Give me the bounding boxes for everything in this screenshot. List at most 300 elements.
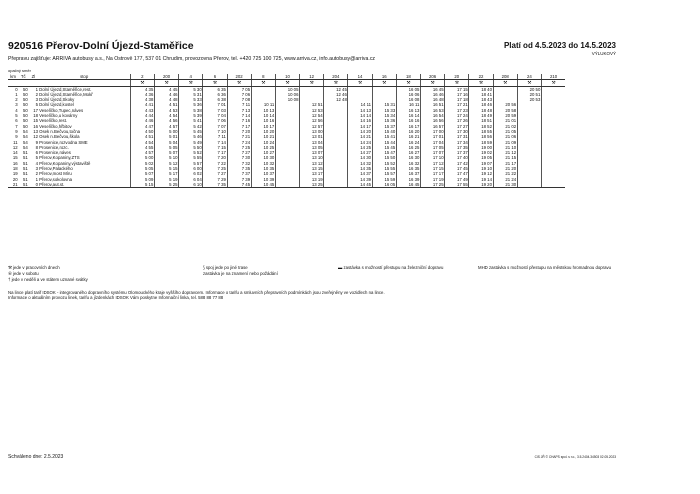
stop-meta: 18	[12, 166, 18, 172]
column-header: ⚒	[445, 80, 469, 86]
departure-time: 15 33	[372, 108, 396, 113]
departure-time: 7 14	[203, 140, 227, 145]
departure-time: 15 36	[372, 118, 396, 123]
departure-time: 14 39	[348, 177, 372, 182]
departure-time: 16 56	[421, 118, 445, 123]
departure-time: 16 45	[396, 182, 420, 188]
stop-name: Dolní Újezd,kostel	[39, 102, 74, 108]
column-header: 18	[396, 74, 420, 80]
stop-meta: 54	[23, 139, 28, 145]
departure-time: 17 31	[445, 134, 469, 139]
departure-time: 7 17	[227, 124, 251, 129]
notes	[8, 290, 608, 300]
column-header: 22	[469, 74, 493, 80]
departure-time: 16 35	[396, 166, 420, 171]
legend-item-sunday: † jede v neděli a ve státem uznané svátky	[8, 277, 88, 282]
departure-time: 14 16	[348, 118, 372, 123]
departure-time: 19 07	[469, 161, 493, 166]
departure-time: 20 51	[517, 92, 541, 97]
departure-time: 5 07	[154, 150, 178, 155]
departure-time: 5 52	[179, 150, 203, 155]
departure-time: 10 39	[251, 177, 275, 182]
departure-time: 15 41	[372, 134, 396, 139]
departure-time: 16 24	[396, 140, 420, 145]
departure-time: 10 16	[251, 118, 275, 123]
column-header: 210	[541, 74, 565, 80]
column-header: 4	[179, 74, 203, 80]
departure-time: 4 51	[130, 134, 154, 139]
column-header: ⚒	[517, 80, 541, 86]
departure-time: 10 14	[251, 113, 275, 118]
departure-time: 4 57	[154, 124, 178, 129]
departure-time: 7 13	[227, 108, 251, 113]
departure-time: 17 04	[421, 140, 445, 145]
departure-time: 19 00	[469, 145, 493, 150]
departure-time: 10 11	[251, 102, 275, 107]
stop-meta: 14	[12, 150, 18, 156]
column-header: ⚒	[203, 80, 227, 86]
departure-time: 16 46	[421, 92, 445, 97]
departure-time: 19 10	[469, 166, 493, 171]
departure-time: 21 06	[493, 134, 517, 139]
departure-time: 17 26	[445, 118, 469, 123]
departure-time: 5 49	[179, 140, 203, 145]
departure-time: 7 20	[227, 129, 251, 134]
departure-time: 7 21	[227, 134, 251, 139]
departure-time: 7 05	[227, 86, 251, 92]
note-tariff: Na lince platí tarif IDSOK - integrovaného dopravního systému Olomouckého kraje vyššího dopravcem. Informace o tarifu a smluvních přepravních podmínkách jsou zveřejněny ve vozidlech na lince.	[8, 290, 385, 295]
departure-time: 21 01	[493, 118, 517, 123]
departure-time: 16 16	[396, 118, 420, 123]
departure-time: 19 12	[469, 171, 493, 176]
stop-meta: 4	[35, 160, 38, 166]
stop-meta: 50	[23, 97, 28, 103]
departure-time: 17 40	[445, 155, 469, 160]
departure-time: 17 17	[421, 171, 445, 176]
departure-time: 17 25	[421, 182, 445, 188]
departure-time: 16 32	[396, 161, 420, 166]
stop-name: Prosenice,rozvodna SME	[39, 139, 88, 145]
departure-time: 10 21	[251, 134, 275, 139]
departure-time: 5 33	[179, 97, 203, 102]
departure-time: 6 02	[179, 171, 203, 176]
departure-time: 17 01	[421, 134, 445, 139]
departure-time: 4 36	[130, 92, 154, 97]
departure-time: 19 05	[469, 155, 493, 160]
stop-meta: 50	[23, 86, 28, 92]
departure-time: 13 17	[300, 171, 324, 176]
stop-meta: 11	[13, 139, 18, 145]
departure-time: 14 20	[348, 129, 372, 134]
column-header: 10	[275, 74, 299, 80]
stop-meta: 54	[23, 134, 28, 140]
column-header: ⚒	[396, 80, 420, 86]
stop-meta: 1	[35, 86, 38, 92]
departure-time: 7 10	[203, 129, 227, 134]
column-header: ⚒	[348, 80, 372, 86]
departure-time: 21 24	[493, 177, 517, 182]
column-header: 2	[130, 74, 154, 80]
departure-time: 10 25	[251, 145, 275, 150]
departure-time: 7 24	[227, 140, 251, 145]
departure-time: 16 30	[396, 155, 420, 160]
departure-time: 16 37	[396, 171, 420, 176]
departure-time: 16 14	[396, 113, 420, 118]
stop-meta: 15	[33, 118, 38, 124]
stop-meta: 13	[33, 128, 38, 134]
column-header: 14	[348, 74, 372, 80]
departure-time: 4 50	[130, 129, 154, 134]
stop-meta: 12	[12, 144, 18, 150]
departure-time: 7 16	[227, 118, 251, 123]
stop-meta: 51	[18, 182, 28, 188]
departure-time	[275, 182, 299, 188]
departure-time: 17 35	[445, 145, 469, 150]
column-header: 200	[154, 74, 178, 80]
stop-meta: 5	[35, 102, 38, 108]
departure-time: 13 05	[300, 145, 324, 150]
departure-time: 21 05	[493, 129, 517, 134]
departure-time: 5 30	[179, 86, 203, 92]
stop-name: Veselíčko,hřbitov	[39, 123, 72, 129]
departure-time: 5 07	[130, 171, 154, 176]
departure-time: 15 45	[372, 145, 396, 150]
column-header: 8	[251, 74, 275, 80]
departure-time: 19 20	[469, 182, 493, 188]
departure-time: 6 35	[203, 86, 227, 92]
departure-time: 14 30	[348, 155, 372, 160]
departure-time: 5 00	[130, 155, 154, 160]
departure-time: 18 49	[469, 113, 493, 118]
departure-time: 12 57	[300, 124, 324, 129]
departure-time: 7 06	[203, 118, 227, 123]
stop-meta: 9	[15, 134, 18, 140]
departure-time: 4 54	[130, 140, 154, 145]
departure-time: 5 05	[130, 166, 154, 171]
departure-time: 15 55	[372, 166, 396, 171]
table-row	[8, 182, 565, 188]
departure-time: 17 47	[445, 171, 469, 176]
departure-time: 20 58	[493, 108, 517, 113]
departure-time: 5 41	[179, 118, 203, 123]
departure-time: 5 05	[154, 145, 178, 150]
stop-meta: 51	[23, 155, 28, 161]
departure-time: 15 37	[372, 124, 396, 129]
departure-time: 4 57	[130, 150, 154, 155]
departure-time: 10 05	[275, 86, 299, 92]
departure-time: 17 15	[445, 86, 469, 92]
departure-time: 16 39	[396, 177, 420, 182]
stop-meta: 19	[12, 171, 18, 177]
departure-time: 17 19	[421, 177, 445, 182]
column-header: ⚒	[493, 80, 517, 86]
stop-meta: 4	[15, 107, 18, 113]
departure-time: 13 00	[300, 129, 324, 134]
stop-name: Veselíčko,rest.	[39, 118, 68, 124]
stop-name: Prosenice,náves	[39, 150, 71, 156]
departure-time: 17 45	[445, 166, 469, 171]
departure-time: 17 16	[445, 92, 469, 97]
departure-time: 12 45	[324, 86, 348, 92]
departure-time: 6 36	[203, 92, 227, 97]
column-header: ⚒	[469, 80, 493, 86]
departure-time: 19 02	[469, 150, 493, 155]
stop-meta: 51	[23, 176, 28, 182]
departure-time: 12 54	[300, 113, 324, 118]
departure-time: 17 15	[421, 166, 445, 171]
departure-time: 14 45	[348, 182, 372, 188]
departure-time: 14 13	[348, 108, 372, 113]
departure-time: 21 15	[493, 155, 517, 160]
departure-time: 5 12	[154, 161, 178, 166]
departure-time: 21 02	[493, 124, 517, 129]
operator-line: Přepravu zajišťuje: ARRIVA autobusy a.s., Na Ostrově 177, 537 01 Chrudim, provozovna Přerov, tel. +420 725 100 725, www.arriva.cz, info.autobusy@arriva.cz	[8, 56, 376, 62]
stop-meta: 2	[15, 97, 18, 103]
departure-time: 14 27	[348, 150, 372, 155]
column-header: ⚒	[300, 80, 324, 86]
departure-time: 4 38	[130, 97, 154, 102]
departure-time: 5 45	[179, 129, 203, 134]
stop-meta: 50	[23, 123, 28, 129]
column-header: ⚒	[130, 80, 154, 86]
departure-time: 7 32	[227, 161, 251, 166]
departure-time: 14 25	[348, 145, 372, 150]
stop-name: Osek n.Bečvou,točna	[39, 128, 80, 134]
departure-time: 7 25	[227, 145, 251, 150]
departure-time: 10 17	[251, 124, 275, 129]
column-header: 204	[324, 74, 348, 80]
stop-meta: 3	[35, 97, 38, 103]
departure-time: 7 07	[203, 124, 227, 129]
validity-label: Platí od 4.5.2023 do 14.5.2023	[503, 41, 616, 50]
departure-time: 15 52	[372, 161, 396, 166]
departure-time	[517, 182, 541, 188]
stop-meta: 2	[35, 91, 38, 97]
departure-time: 16 53	[421, 108, 445, 113]
departure-time: 17 00	[421, 129, 445, 134]
departure-time: 18 43	[469, 97, 493, 102]
stop-meta: 51	[23, 166, 28, 172]
departure-time: 21 10	[493, 145, 517, 150]
stop-meta: 16	[12, 160, 18, 166]
stop-meta: 0	[15, 86, 18, 92]
departure-time: 5 04	[154, 140, 178, 145]
departure-time: 15 59	[372, 177, 396, 182]
departure-time: 16 11	[396, 102, 420, 107]
stop-meta: 16	[33, 123, 38, 129]
departure-time: 10 32	[251, 161, 275, 166]
departure-time: 10 30	[251, 155, 275, 160]
departure-time: 21 20	[493, 166, 517, 171]
departure-time: 20 56	[493, 102, 517, 107]
departure-time: 13 04	[300, 140, 324, 145]
stop-meta: 54	[23, 128, 28, 134]
departure-time: 6 00	[179, 166, 203, 171]
departure-time: 7 04	[203, 113, 227, 118]
stop-name: Přerov,Palackého	[39, 166, 73, 172]
departure-time: 4 54	[154, 113, 178, 118]
departure-time: 18 48	[469, 108, 493, 113]
departure-time: 21 09	[493, 140, 517, 145]
departure-time: 18 46	[469, 102, 493, 107]
departure-time: 15 40	[372, 129, 396, 134]
stop-meta: 15	[12, 155, 18, 161]
legend-item-rail-transfer: ▬ zastávka s možností přestupu na železniční dopravu	[338, 265, 444, 270]
departure-time: 12 46	[324, 92, 348, 97]
column-header: Zl	[28, 74, 38, 80]
departure-time: 7 35	[203, 182, 227, 188]
departure-time: 16 08	[396, 97, 420, 102]
departure-time: 16 48	[421, 97, 445, 102]
departure-time: 12 51	[300, 102, 324, 107]
departure-time: 12 56	[300, 118, 324, 123]
stop-name: Přerov,sokolovna	[39, 176, 73, 182]
departure-time: 17 10	[421, 155, 445, 160]
stop-meta: 17	[33, 107, 38, 113]
column-header: ⚒	[324, 80, 348, 86]
departure-time: 17 27	[445, 124, 469, 129]
stop-meta: 51	[23, 150, 28, 156]
departure-time: 17 24	[445, 113, 469, 118]
stop-meta: 8	[35, 144, 38, 150]
departure-time: 5 15	[130, 182, 154, 188]
column-header: 202	[227, 74, 251, 80]
departure-time: 5 38	[179, 108, 203, 113]
stop-meta: 54	[23, 144, 28, 150]
departure-time: 21 22	[493, 171, 517, 176]
departure-time: 5 57	[179, 161, 203, 166]
departure-time: 15 31	[372, 102, 396, 107]
departure-time: 10 08	[275, 97, 299, 102]
departure-time: 16 27	[396, 150, 420, 155]
column-header: Tč	[18, 74, 28, 80]
departure-time: 13 12	[300, 161, 324, 166]
departure-time: 16 51	[421, 102, 445, 107]
departure-time: 18 59	[469, 140, 493, 145]
departure-time: 16 13	[396, 108, 420, 113]
stop-meta: 1	[35, 176, 38, 182]
departure-time: 16 57	[421, 124, 445, 129]
departure-time: 10 13	[251, 108, 275, 113]
stop-name: Osek n.Bečvou,škola	[39, 134, 80, 140]
departure-time: 17 37	[445, 150, 469, 155]
departure-time	[541, 182, 565, 188]
departure-time: 13 15	[300, 166, 324, 171]
departure-time: 10 35	[251, 166, 275, 171]
legend-item-saturday: ⑥ jede v sobotu	[8, 271, 39, 276]
departure-time: 7 15	[203, 145, 227, 150]
column-header: 20	[445, 74, 469, 80]
stop-meta: 50	[23, 113, 28, 119]
departure-time: 6 10	[179, 182, 203, 188]
departure-time: 15 50	[372, 155, 396, 160]
departure-time: 5 10	[154, 155, 178, 160]
stop-name: Veselíčko,u kovárny	[39, 113, 78, 119]
departure-time: 17 42	[445, 161, 469, 166]
departure-time: 17 49	[445, 177, 469, 182]
departure-time: 15 34	[372, 113, 396, 118]
stop-meta: 2	[35, 171, 38, 177]
stop-name: Přerov,aut.st.	[39, 182, 131, 188]
departure-time: 4 48	[154, 97, 178, 102]
departure-time: 17 30	[445, 129, 469, 134]
column-header: ⚒	[154, 80, 178, 86]
departure-time: 5 39	[179, 113, 203, 118]
stop-name: Přerov,most Míru	[39, 171, 72, 177]
stop-name: Dolní Újezd,Staměřice,rest.	[39, 86, 92, 92]
departure-time: 10 20	[251, 129, 275, 134]
departure-time: 17 07	[421, 150, 445, 155]
stop-meta: 5	[15, 113, 18, 119]
stop-name: Dolní Újezd,Skoky	[39, 97, 75, 103]
departure-time: 17 23	[445, 108, 469, 113]
column-header: ⚒	[421, 80, 445, 86]
departure-time: 13 25	[300, 182, 324, 188]
legend-item-other-route: ⟆ spoj jede po jiné trase	[203, 265, 248, 270]
stop-meta: 1	[15, 91, 18, 97]
stop-meta: 9	[35, 139, 38, 145]
legend-item-workdays: ⚒ jede v pracovních dnech	[8, 265, 60, 270]
departure-time: 14 14	[348, 113, 372, 118]
departure-time: 5 00	[154, 129, 178, 134]
stop-name: Prosenice,rozc.	[39, 144, 69, 150]
column-header: 16	[372, 74, 396, 80]
departure-time: 4 46	[154, 92, 178, 97]
column-header: 6	[203, 74, 227, 80]
departure-time: 4 41	[130, 102, 154, 107]
departure-time: 18 56	[469, 134, 493, 139]
departure-time: 21 30	[493, 182, 517, 188]
departure-time: 20 50	[517, 86, 541, 92]
stop-meta: 3	[35, 166, 38, 172]
departure-time: 20 59	[493, 113, 517, 118]
departure-time: 14 21	[348, 134, 372, 139]
departure-time: 4 44	[130, 113, 154, 118]
stop-name: Přerov,Kopaniny,ZTS	[39, 155, 80, 161]
departure-time: 5 42	[179, 124, 203, 129]
departure-time: 16 20	[396, 129, 420, 134]
departure-time: 17 05	[421, 145, 445, 150]
stop-name: Veselíčko,Tupec,náves	[39, 107, 84, 113]
stop-meta: 51	[23, 171, 28, 177]
stop-meta: 50	[23, 107, 28, 113]
departure-time: 5 36	[179, 102, 203, 107]
departure-time: 10 37	[251, 171, 275, 176]
departure-time: 13 07	[300, 150, 324, 155]
column-header: ⚒	[541, 80, 565, 86]
departure-time: 17 12	[421, 161, 445, 166]
departure-time: 17 18	[445, 97, 469, 102]
stop-meta: 21	[8, 182, 18, 188]
departure-time: 7 14	[227, 113, 251, 118]
stop-meta: 0	[28, 182, 38, 188]
departure-time: 18 41	[469, 92, 493, 97]
departure-time: 18 51	[469, 118, 493, 123]
departure-time: 15 47	[372, 150, 396, 155]
approval-date: Schváleno dne: 2.5.2023	[8, 454, 64, 460]
legend-item-on-request: zastávka je na znamení nebo požádání	[203, 271, 278, 276]
column-header: 208	[493, 74, 517, 80]
departure-time: 16 06	[396, 92, 420, 97]
departure-time: 10 24	[251, 140, 275, 145]
departure-time: 4 45	[154, 86, 178, 92]
column-header: stop	[39, 74, 131, 80]
column-header: ⚒	[227, 80, 251, 86]
departure-time: 16 05	[372, 182, 396, 188]
departure-time: 16 45	[421, 86, 445, 92]
departure-time: 16 54	[421, 113, 445, 118]
departure-time: 14 24	[348, 140, 372, 145]
